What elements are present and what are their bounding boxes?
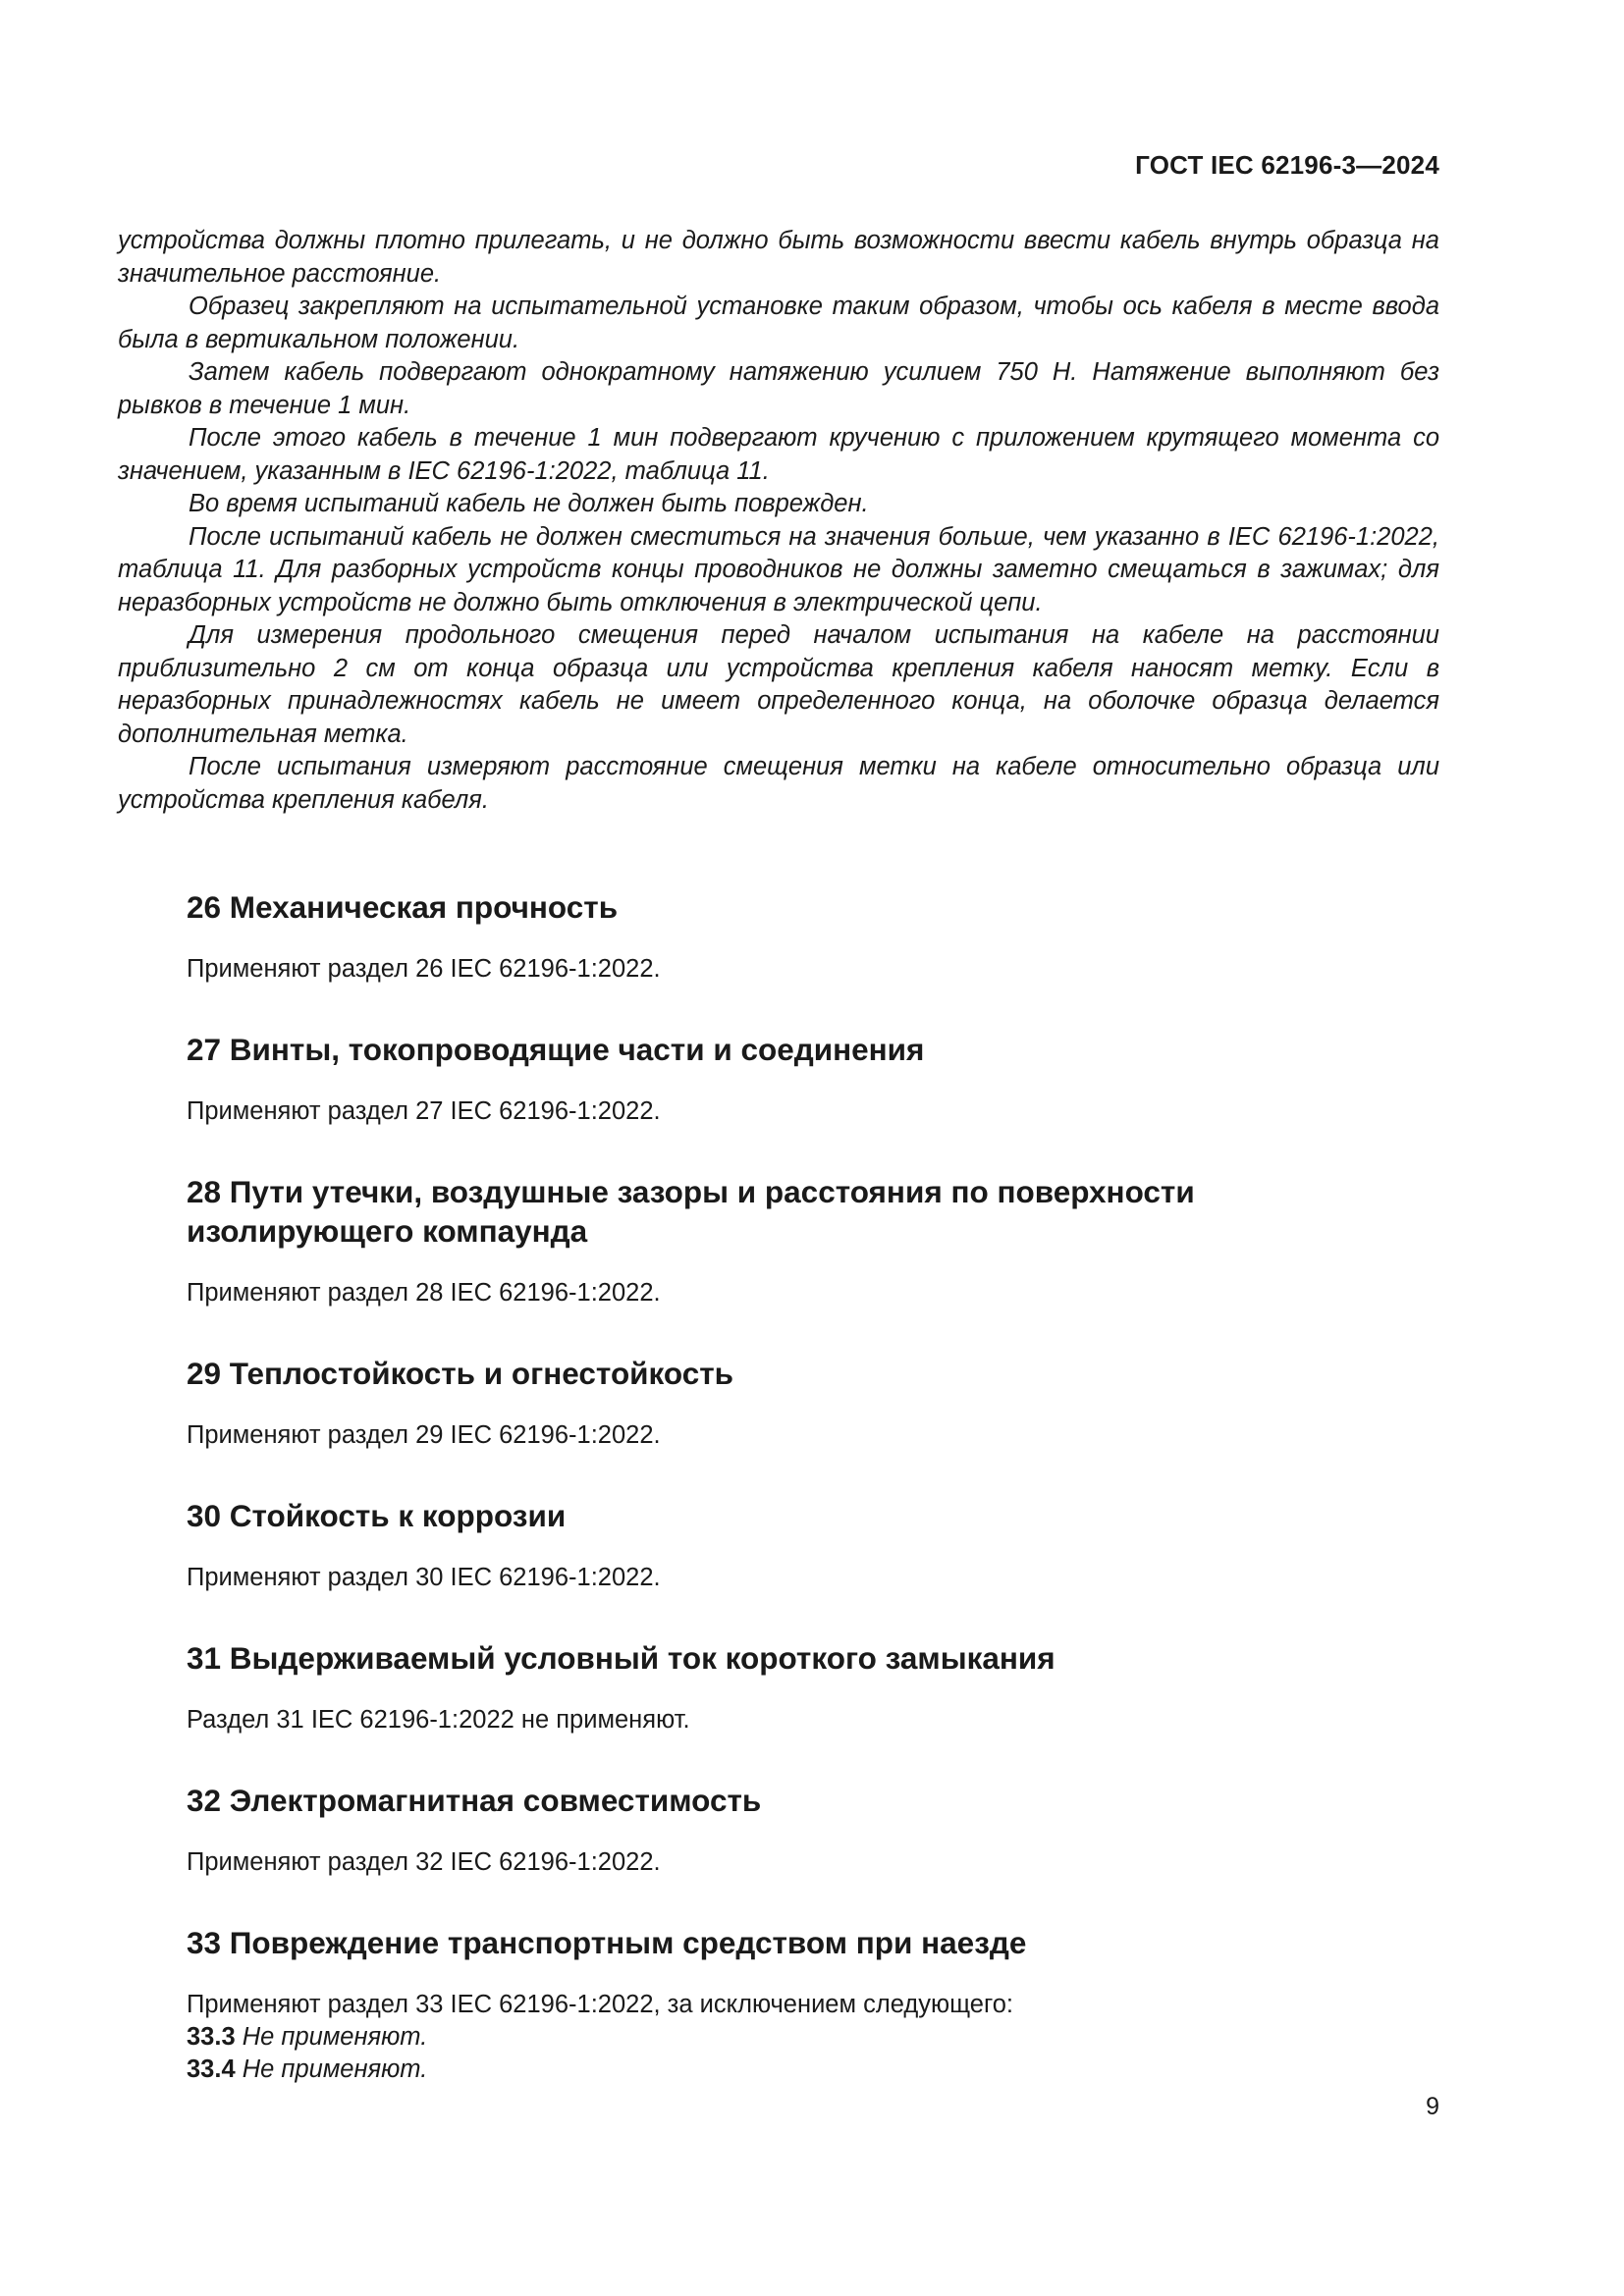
section-28	[187, 1172, 1439, 1309]
section-heading: 33 Повреждение транспортным средством при наезде	[187, 1925, 1027, 1960]
section-text: Применяют раздел 28 IEC 62196-1:2022.	[187, 1279, 661, 1307]
paragraph: Для измерения продольного смещения перед началом испытания на кабеле на расстоянии приблизительно 2 см от конца образца или устройства крепления кабеля наносят метку. Если в неразборных принадлежностях кабель не имеет определенного конца, на оболочке образца делается дополнительная метка.	[118, 621, 1439, 748]
section-31	[187, 1638, 1439, 1736]
section-heading: 26 Механическая прочность	[187, 889, 619, 925]
running-header-standard-code: ГОСТ IEC 62196-3—2024	[1135, 150, 1439, 180]
section-30	[187, 1496, 1439, 1594]
section-text: Применяют раздел 29 IEC 62196-1:2022.	[187, 1421, 661, 1449]
section-heading: 27 Винты, токопроводящие части и соединения	[187, 1032, 925, 1067]
section-heading: 32 Электромагнитная совместимость	[187, 1783, 762, 1818]
section-text: Применяют раздел 27 IEC 62196-1:2022.	[187, 1097, 661, 1125]
section-heading: 31 Выдерживаемый условный ток короткого замыкания	[187, 1640, 1056, 1676]
section-27	[187, 1030, 1439, 1128]
subclause-text: Не применяют.	[242, 2056, 428, 2083]
section-text: Применяют раздел 30 IEC 62196-1:2022.	[187, 1564, 661, 1591]
paragraph: устройства должны плотно прилегать, и не должно быть возможности ввести кабель внутрь образца на значительное расстояние.	[118, 227, 1439, 288]
subclause-33-3	[187, 2021, 1439, 2054]
section-text: Раздел 31 IEC 62196-1:2022 не применяют.	[187, 1706, 690, 1734]
body-text	[118, 225, 1439, 817]
paragraph: Образец закрепляют на испытательной установке таким образом, чтобы ось кабеля в месте ввода была в вертикальном положении.	[118, 293, 1439, 353]
section-text: Применяют раздел 26 IEC 62196-1:2022.	[187, 955, 661, 983]
section-32	[187, 1781, 1439, 1879]
section-heading: 30 Стойкость к коррозии	[187, 1498, 567, 1533]
sections-list	[187, 887, 1439, 2086]
section-heading: 28 Пути утечки, воздушные зазоры и расстояния по поверхности изолирующего компаунда	[187, 1174, 1195, 1249]
section-26	[187, 887, 1439, 986]
section-text: Применяют раздел 33 IEC 62196-1:2022, за исключением следующего:	[187, 1991, 1013, 2018]
section-29	[187, 1354, 1439, 1452]
paragraph: После этого кабель в течение 1 мин подвергают кручению с приложением крутящего момента со значением, указанным в IEC 62196-1:2022, таблица 11.	[118, 424, 1439, 485]
paragraph: После испытания измеряют расстояние смещения метки на кабеле относительно образца или устройства крепления кабеля.	[118, 753, 1439, 814]
section-33	[187, 1923, 1439, 2086]
page-number: 9	[1426, 2093, 1439, 2120]
subclause-number: 33.3	[187, 2023, 236, 2051]
subclause-number: 33.4	[187, 2056, 236, 2083]
paragraph: Затем кабель подвергают однократному натяжению усилием 750 Н. Натяжение выполняют без рывков в течение 1 мин.	[118, 358, 1439, 419]
paragraph: Во время испытаний кабель не должен быть поврежден.	[189, 490, 869, 517]
paragraph: После испытаний кабель не должен сместиться на значения больше, чем указанно в IEC 62196-1:2022, таблица 11. Для разборных устройств концы проводников не должны заметно смещаться в зажимах; для неразборных устройств не должно быть отключения в электрической цепи.	[118, 522, 1439, 616]
section-heading: 29 Теплостойкость и огнестойкость	[187, 1356, 734, 1391]
subclause-text: Не применяют.	[242, 2023, 428, 2051]
subclause-33-4	[187, 2054, 1439, 2086]
section-text: Применяют раздел 32 IEC 62196-1:2022.	[187, 1848, 661, 1876]
